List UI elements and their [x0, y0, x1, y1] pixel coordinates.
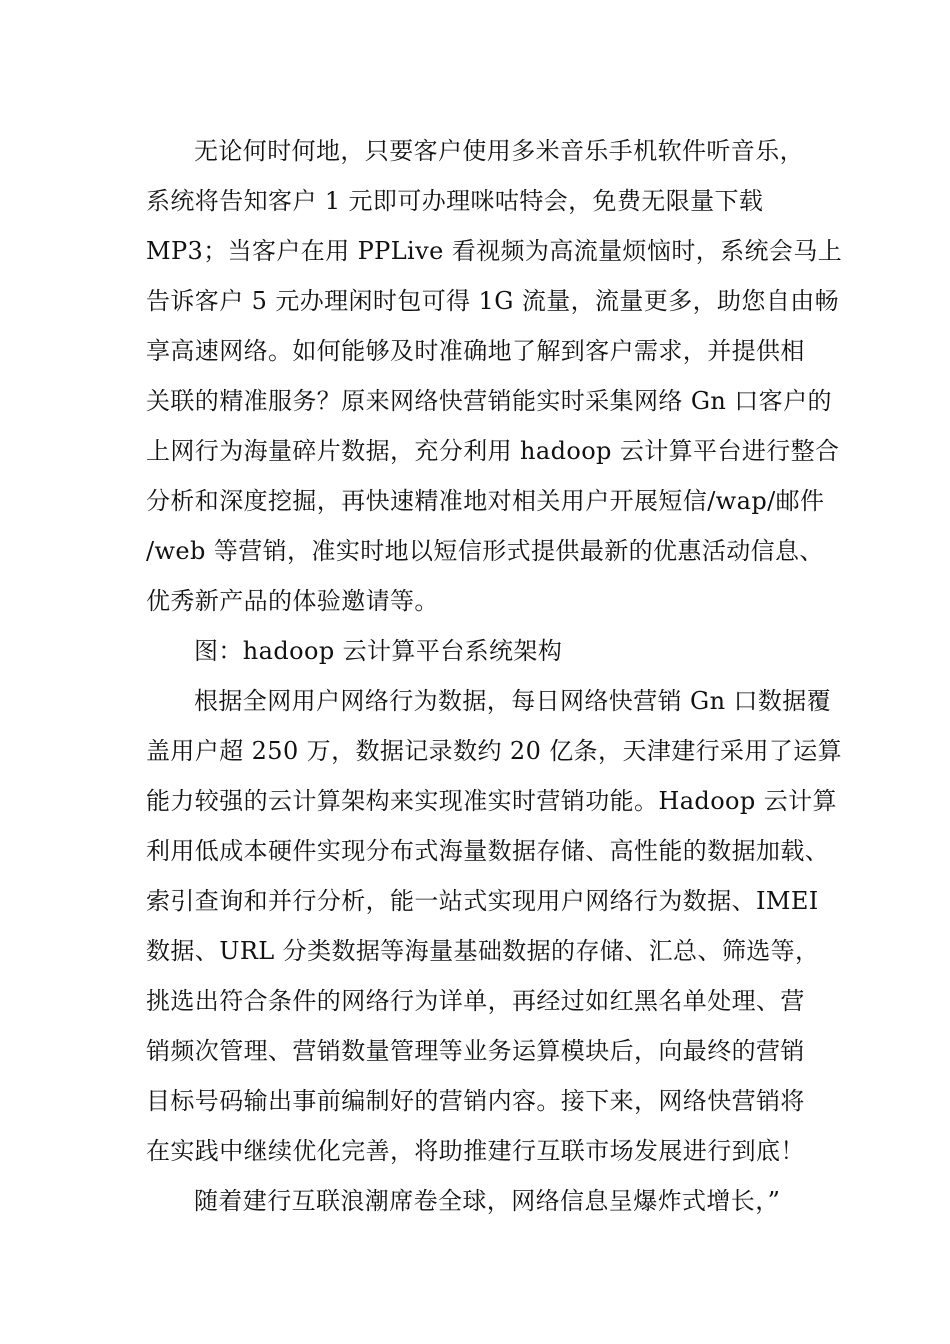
text-line: MP3；当客户在用 PPLive 看视频为高流量烦恼时，系统会马上 [146, 237, 843, 265]
text-line: 随着建行互联浪潮席卷全球，网络信息呈爆炸式增长，” [194, 1187, 781, 1215]
text-line: 上网行为海量碎片数据，充分利用 hadoop 云计算平台进行整合 [146, 437, 840, 465]
text-line: 告诉客户 5 元办理闲时包可得 1G 流量，流量更多，助您自由畅 [146, 287, 840, 315]
text-line: 目标号码输出事前编制好的营销内容。接下来，网络快营销将 [146, 1087, 805, 1115]
text-line: 盖用户超 250 万，数据记录数约 20 亿条，天津建行采用了运算 [146, 737, 843, 765]
text-line: 系统将告知客户 1 元即可办理咪咕特会，免费无限量下载 [146, 187, 764, 215]
text-line: /web 等营销，准实时地以短信形式提供最新的优惠活动信息、 [146, 537, 824, 565]
text-line: 分析和深度挖掘，再快速精准地对相关用户开展短信/wap/邮件 [146, 487, 825, 515]
text-line: 优秀新产品的体验邀请等。 [146, 587, 439, 615]
text-line: 能力较强的云计算架构来实现准实时营销功能。Hadoop 云计算 [146, 787, 837, 815]
text-line: 关联的精准服务？原来网络快营销能实时采集网络 Gn 口客户的 [146, 387, 832, 415]
text-line: 享高速网络。如何能够及时准确地了解到客户需求，并提供相 [146, 337, 805, 365]
text-line: 挑选出符合条件的网络行为详单，再经过如红黑名单处理、营 [146, 987, 805, 1015]
text-line: 数据、URL 分类数据等海量基础数据的存储、汇总、筛选等， [146, 937, 820, 965]
text-line: 在实践中继续优化完善，将助推建行互联市场发展进行到底！ [146, 1137, 805, 1165]
text-line: 销频次管理、营销数量管理等业务运算模块后，向最终的营销 [146, 1037, 805, 1065]
text-line: 索引查询和并行分析，能一站式实现用户网络行为数据、IMEI [146, 887, 819, 915]
text-line: 根据全网用户网络行为数据，每日网络快营销 Gn 口数据覆 [194, 687, 832, 715]
text-line: 无论何时何地，只要客户使用多米音乐手机软件听音乐， [194, 137, 804, 165]
text-line: 利用低成本硬件实现分布式海量数据存储、高性能的数据加载、 [146, 837, 830, 865]
caption-line: 图：hadoop 云计算平台系统架构 [194, 637, 563, 665]
